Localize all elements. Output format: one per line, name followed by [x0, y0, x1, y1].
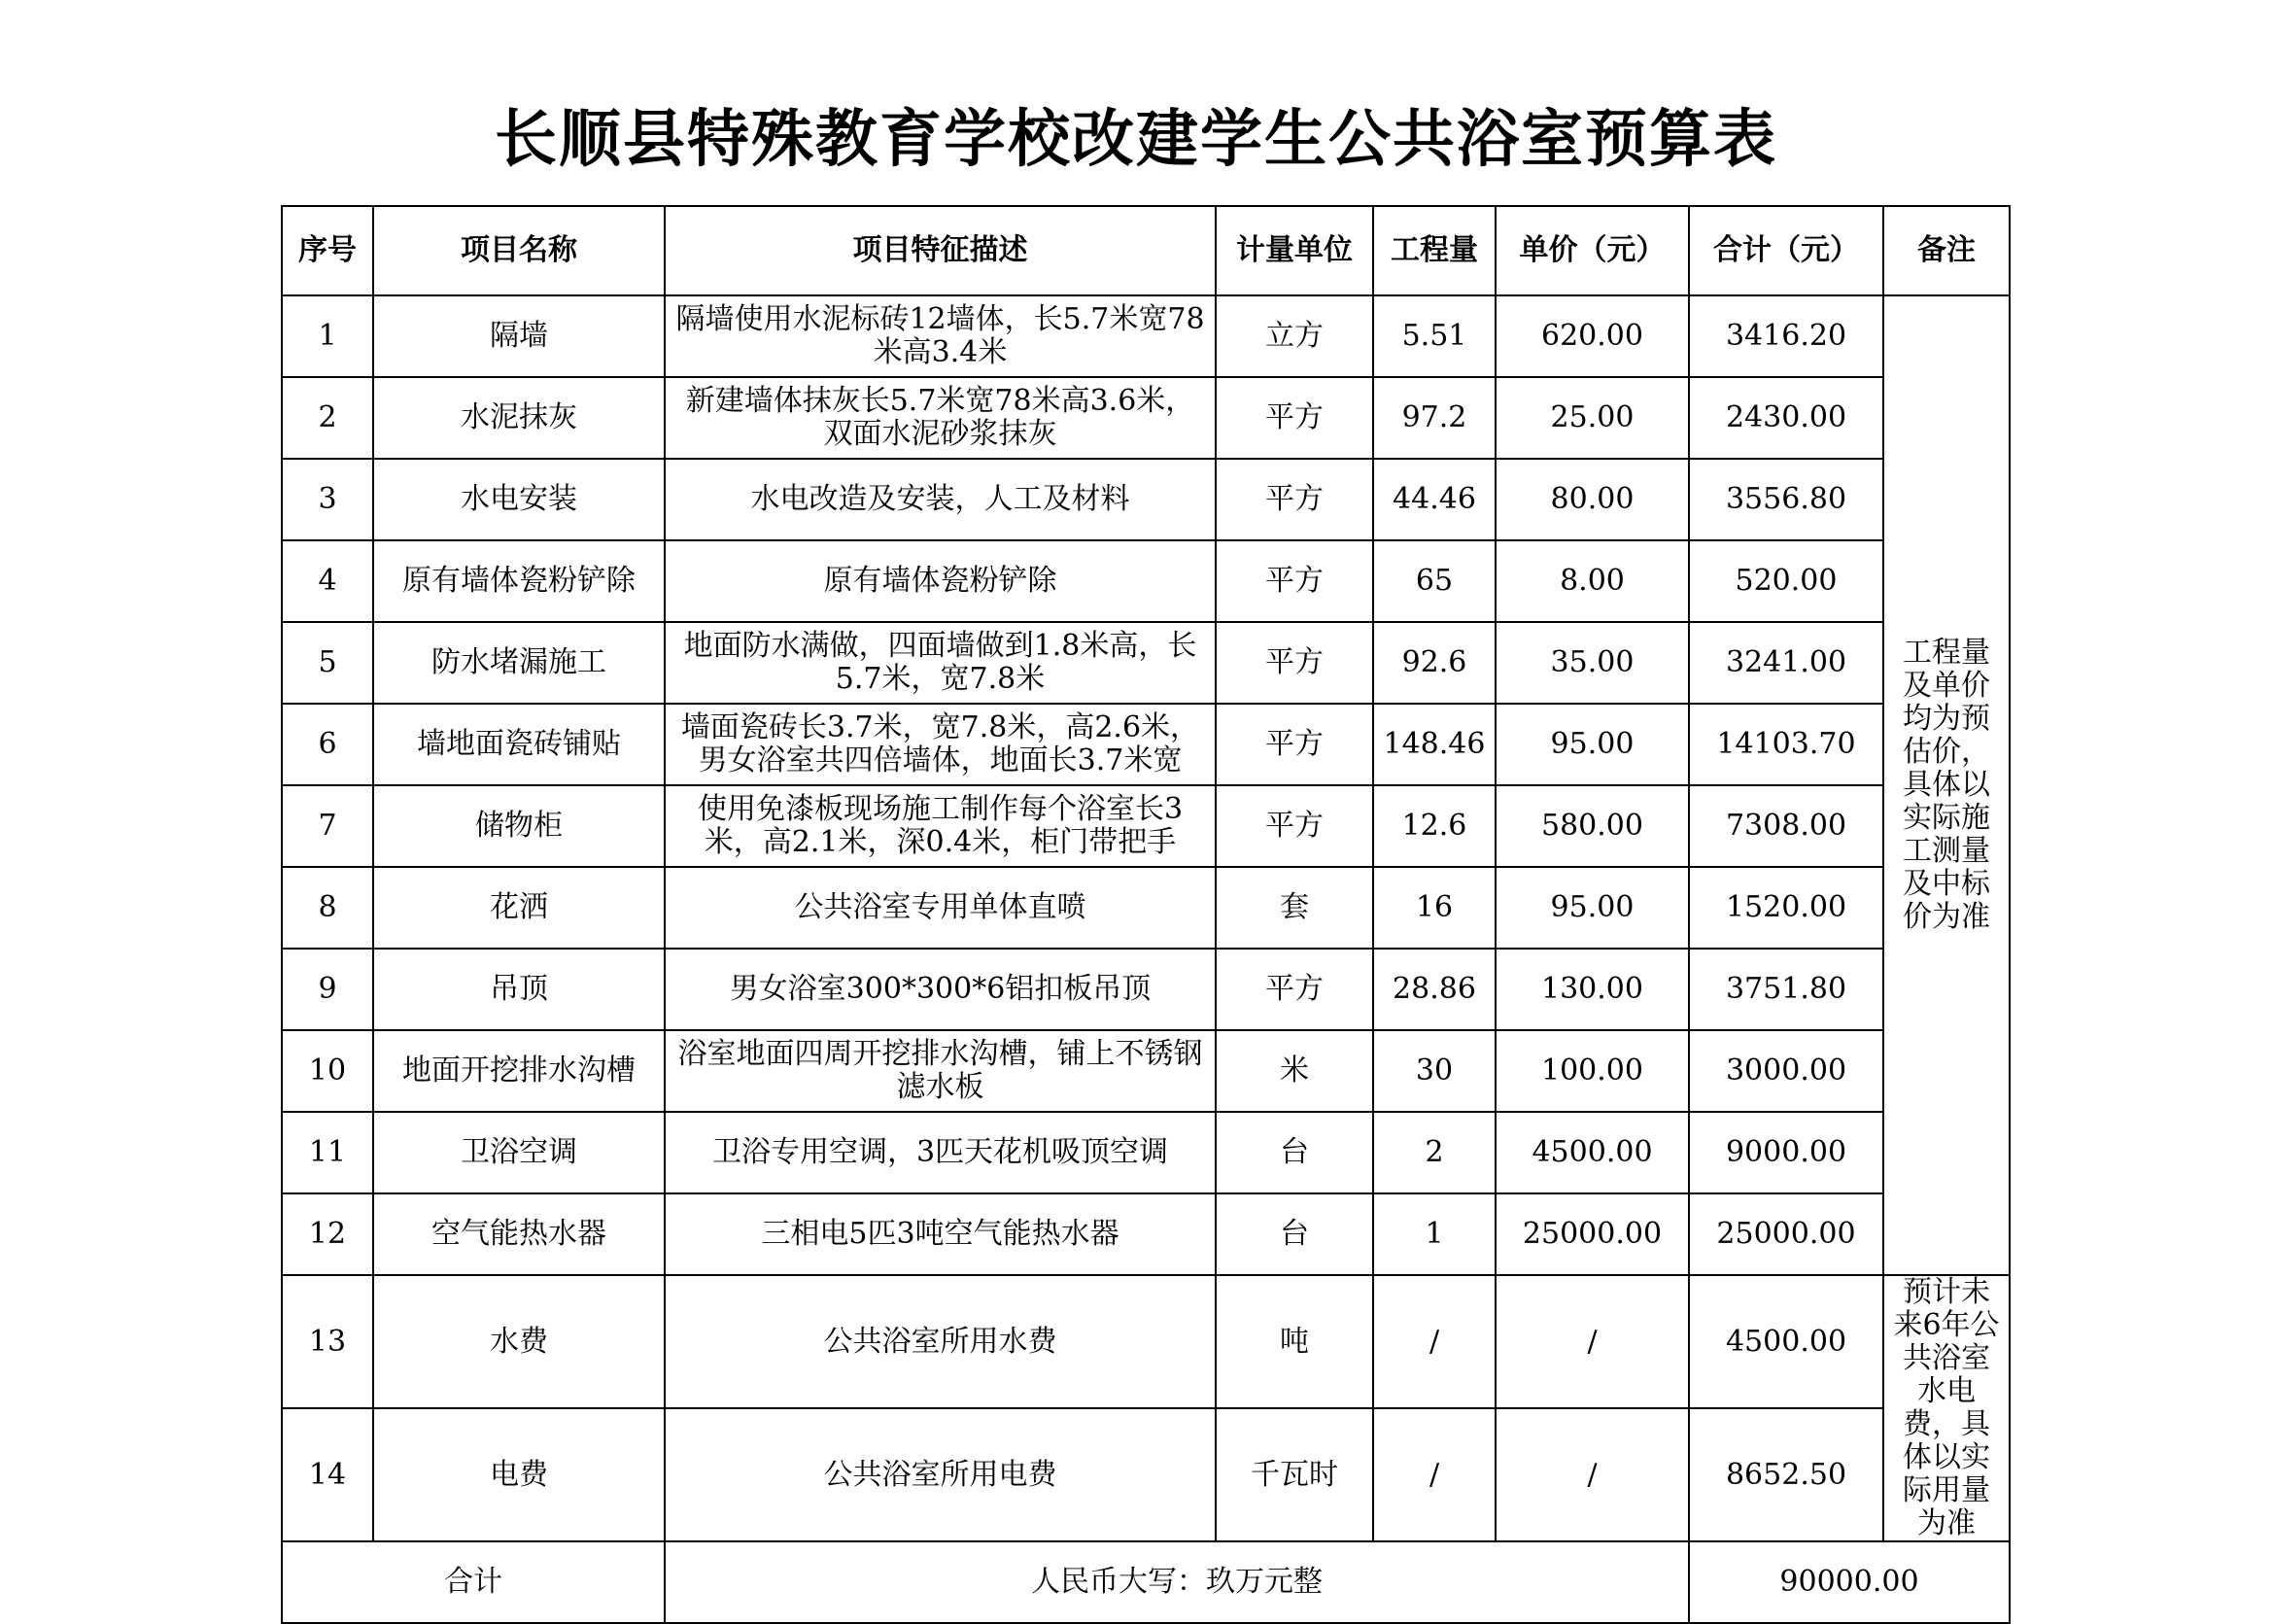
- row-price: 25000.00: [1496, 1193, 1689, 1275]
- row-name: 储物柜: [373, 785, 665, 867]
- row-no: 14: [282, 1408, 373, 1541]
- row-name: 水费: [373, 1275, 665, 1408]
- row-price: 130.00: [1496, 949, 1689, 1030]
- row-qty: 44.46: [1373, 459, 1496, 540]
- row-total: 2430.00: [1689, 377, 1883, 459]
- table-row: [282, 1030, 2010, 1112]
- row-price: 80.00: [1496, 459, 1689, 540]
- table-header-row: [282, 206, 2010, 295]
- row-unit: 台: [1216, 1193, 1373, 1275]
- total-label: 合计: [282, 1541, 665, 1623]
- header-no: 序号: [282, 206, 373, 295]
- row-total: 3556.80: [1689, 459, 1883, 540]
- row-price: 95.00: [1496, 867, 1689, 949]
- row-desc: 浴室地面四周开挖排水沟槽，铺上不锈钢滤水板: [665, 1030, 1216, 1112]
- row-price: 25.00: [1496, 377, 1689, 459]
- remark-utilities: 预计未来6年公共浴室水电费，具体以实际用量为准: [1883, 1275, 2010, 1541]
- table-row: [282, 1193, 2010, 1275]
- remark-main: 工程量及单价均为预估价，具体以实际施工测量及中标价为准: [1883, 295, 2010, 1275]
- row-qty: 28.86: [1373, 949, 1496, 1030]
- table-row: [282, 295, 2010, 377]
- row-unit: 平方: [1216, 949, 1373, 1030]
- row-qty: 12.6: [1373, 785, 1496, 867]
- row-name: 防水堵漏施工: [373, 622, 665, 704]
- row-desc: 使用免漆板现场施工制作每个浴室长3米，高2.1米，深0.4米，柜门带把手: [665, 785, 1216, 867]
- row-no: 4: [282, 540, 373, 622]
- row-price: 4500.00: [1496, 1112, 1689, 1193]
- table-row: [282, 949, 2010, 1030]
- row-unit: 平方: [1216, 540, 1373, 622]
- table-row: [282, 785, 2010, 867]
- row-qty: 16: [1373, 867, 1496, 949]
- row-name: 隔墙: [373, 295, 665, 377]
- row-desc: 男女浴室300*300*6铝扣板吊顶: [665, 949, 1216, 1030]
- row-name: 水电安装: [373, 459, 665, 540]
- row-total: 4500.00: [1689, 1275, 1883, 1408]
- row-unit: 平方: [1216, 459, 1373, 540]
- row-name: 墙地面瓷砖铺贴: [373, 704, 665, 785]
- row-total: 8652.50: [1689, 1408, 1883, 1541]
- row-unit: 平方: [1216, 704, 1373, 785]
- total-amount-words: 人民币大写：玖万元整: [665, 1541, 1689, 1623]
- row-name: 地面开挖排水沟槽: [373, 1030, 665, 1112]
- row-unit: 米: [1216, 1030, 1373, 1112]
- row-total: 7308.00: [1689, 785, 1883, 867]
- row-no: 12: [282, 1193, 373, 1275]
- budget-table: [281, 205, 2011, 1624]
- row-price: 8.00: [1496, 540, 1689, 622]
- row-total: 9000.00: [1689, 1112, 1883, 1193]
- grand-total: 90000.00: [1689, 1541, 2010, 1623]
- table-row: [282, 704, 2010, 785]
- row-name: 水泥抹灰: [373, 377, 665, 459]
- row-desc: 原有墙体瓷粉铲除: [665, 540, 1216, 622]
- row-name: 卫浴空调: [373, 1112, 665, 1193]
- row-name: 空气能热水器: [373, 1193, 665, 1275]
- row-no: 6: [282, 704, 373, 785]
- table-row: [282, 867, 2010, 949]
- row-desc: 水电改造及安装，人工及材料: [665, 459, 1216, 540]
- header-note: 备注: [1883, 206, 2010, 295]
- table-row: [282, 1275, 2010, 1408]
- row-desc: 卫浴专用空调，3匹天花机吸顶空调: [665, 1112, 1216, 1193]
- row-name: 原有墙体瓷粉铲除: [373, 540, 665, 622]
- row-desc: 墙面瓷砖长3.7米，宽7.8米，高2.6米，男女浴室共四倍墙体，地面长3.7米宽: [665, 704, 1216, 785]
- row-qty: 30: [1373, 1030, 1496, 1112]
- document-title: 长顺县特殊教育学校改建学生公共浴室预算表: [495, 103, 1777, 176]
- row-unit: 平方: [1216, 377, 1373, 459]
- row-no: 8: [282, 867, 373, 949]
- row-price: /: [1496, 1408, 1689, 1541]
- row-no: 1: [282, 295, 373, 377]
- row-desc: 隔墙使用水泥标砖12墙体，长5.7米宽78米高3.4米: [665, 295, 1216, 377]
- row-desc: 公共浴室专用单体直喷: [665, 867, 1216, 949]
- header-name: 项目名称: [373, 206, 665, 295]
- row-qty: /: [1373, 1408, 1496, 1541]
- row-qty: 5.51: [1373, 295, 1496, 377]
- row-no: 11: [282, 1112, 373, 1193]
- row-qty: 97.2: [1373, 377, 1496, 459]
- row-desc: 地面防水满做，四面墙做到1.8米高，长5.7米，宽7.8米: [665, 622, 1216, 704]
- table-row: [282, 540, 2010, 622]
- table-row: [282, 459, 2010, 540]
- row-qty: 148.46: [1373, 704, 1496, 785]
- row-desc: 新建墙体抹灰长5.7米宽78米高3.6米，双面水泥砂浆抹灰: [665, 377, 1216, 459]
- row-no: 5: [282, 622, 373, 704]
- row-total: 1520.00: [1689, 867, 1883, 949]
- row-no: 10: [282, 1030, 373, 1112]
- row-unit: 千瓦时: [1216, 1408, 1373, 1541]
- row-price: 95.00: [1496, 704, 1689, 785]
- row-desc: 公共浴室所用水费: [665, 1275, 1216, 1408]
- row-qty: 1: [1373, 1193, 1496, 1275]
- row-price: 35.00: [1496, 622, 1689, 704]
- row-qty: /: [1373, 1275, 1496, 1408]
- row-qty: 92.6: [1373, 622, 1496, 704]
- row-desc: 公共浴室所用电费: [665, 1408, 1216, 1541]
- row-no: 7: [282, 785, 373, 867]
- row-total: 3751.80: [1689, 949, 1883, 1030]
- row-qty: 65: [1373, 540, 1496, 622]
- table-row: [282, 1112, 2010, 1193]
- row-total: 14103.70: [1689, 704, 1883, 785]
- row-desc: 三相电5匹3吨空气能热水器: [665, 1193, 1216, 1275]
- header-unit: 计量单位: [1216, 206, 1373, 295]
- row-no: 3: [282, 459, 373, 540]
- table-row: [282, 1408, 2010, 1541]
- row-no: 9: [282, 949, 373, 1030]
- row-no: 13: [282, 1275, 373, 1408]
- row-price: 580.00: [1496, 785, 1689, 867]
- row-price: /: [1496, 1275, 1689, 1408]
- header-price: 单价（元）: [1496, 206, 1689, 295]
- row-name: 吊顶: [373, 949, 665, 1030]
- row-name: 花洒: [373, 867, 665, 949]
- row-unit: 吨: [1216, 1275, 1373, 1408]
- row-name: 电费: [373, 1408, 665, 1541]
- table-row: [282, 622, 2010, 704]
- row-unit: 套: [1216, 867, 1373, 949]
- row-total: 25000.00: [1689, 1193, 1883, 1275]
- table-row: [282, 377, 2010, 459]
- row-unit: 立方: [1216, 295, 1373, 377]
- row-no: 2: [282, 377, 373, 459]
- row-total: 520.00: [1689, 540, 1883, 622]
- row-total: 3416.20: [1689, 295, 1883, 377]
- row-price: 620.00: [1496, 295, 1689, 377]
- row-unit: 台: [1216, 1112, 1373, 1193]
- row-qty: 2: [1373, 1112, 1496, 1193]
- row-unit: 平方: [1216, 785, 1373, 867]
- row-total: 3241.00: [1689, 622, 1883, 704]
- total-row: [282, 1541, 2010, 1623]
- row-unit: 平方: [1216, 622, 1373, 704]
- row-total: 3000.00: [1689, 1030, 1883, 1112]
- header-qty: 工程量: [1373, 206, 1496, 295]
- header-desc: 项目特征描述: [665, 206, 1216, 295]
- row-price: 100.00: [1496, 1030, 1689, 1112]
- header-total: 合计（元）: [1689, 206, 1883, 295]
